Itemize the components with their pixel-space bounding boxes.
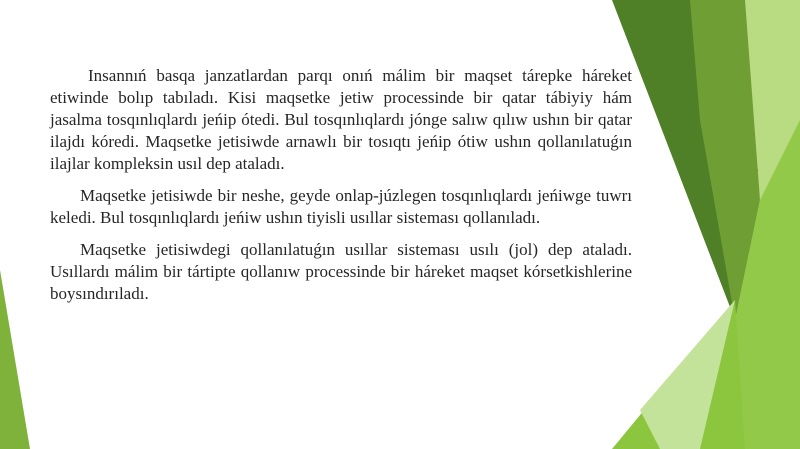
paragraph-1: Insannıń basqa janzatlardan parqı onıń málim bir maqset tárepke háreket etiwinde bolıp tabıladı. Kisi maqsetke jetiw processinde bir qatar tábiyiy hám jasalma tosqınlıqlardı jeńip ótedi. Bul tosqınlıqlardı jónge salıw qılıw ushın bir qatar ilajdı kóredi. Maqsetke jetisiwde arnawlı bir tosıqtı jeńip ótiw ushın qollanılatuǵın ilajlar kompleksin usıl dep ataladı. (50, 66, 632, 173)
paragraph-3: Maqsetke jetisiwdegi qollanılatuǵın usıllar sisteması usılı (jol) dep ataladı. Usıllardı málim bir tártipte qollanıw processinde bir háreket maqset kórsetkishlerine boysındırıladı. (50, 240, 632, 303)
paragraph-2: Maqsetke jetisiwde bir neshe, geyde onlap-júzlegen tosqınlıqlardı jeńiwge tuwrı keledi. Bul tosqınlıqlardı jeńiw ushın tiyisli usıllar sisteması qollanıladı. (50, 186, 632, 227)
slide-text-block (50, 65, 632, 315)
left-green-sliver (0, 270, 30, 449)
